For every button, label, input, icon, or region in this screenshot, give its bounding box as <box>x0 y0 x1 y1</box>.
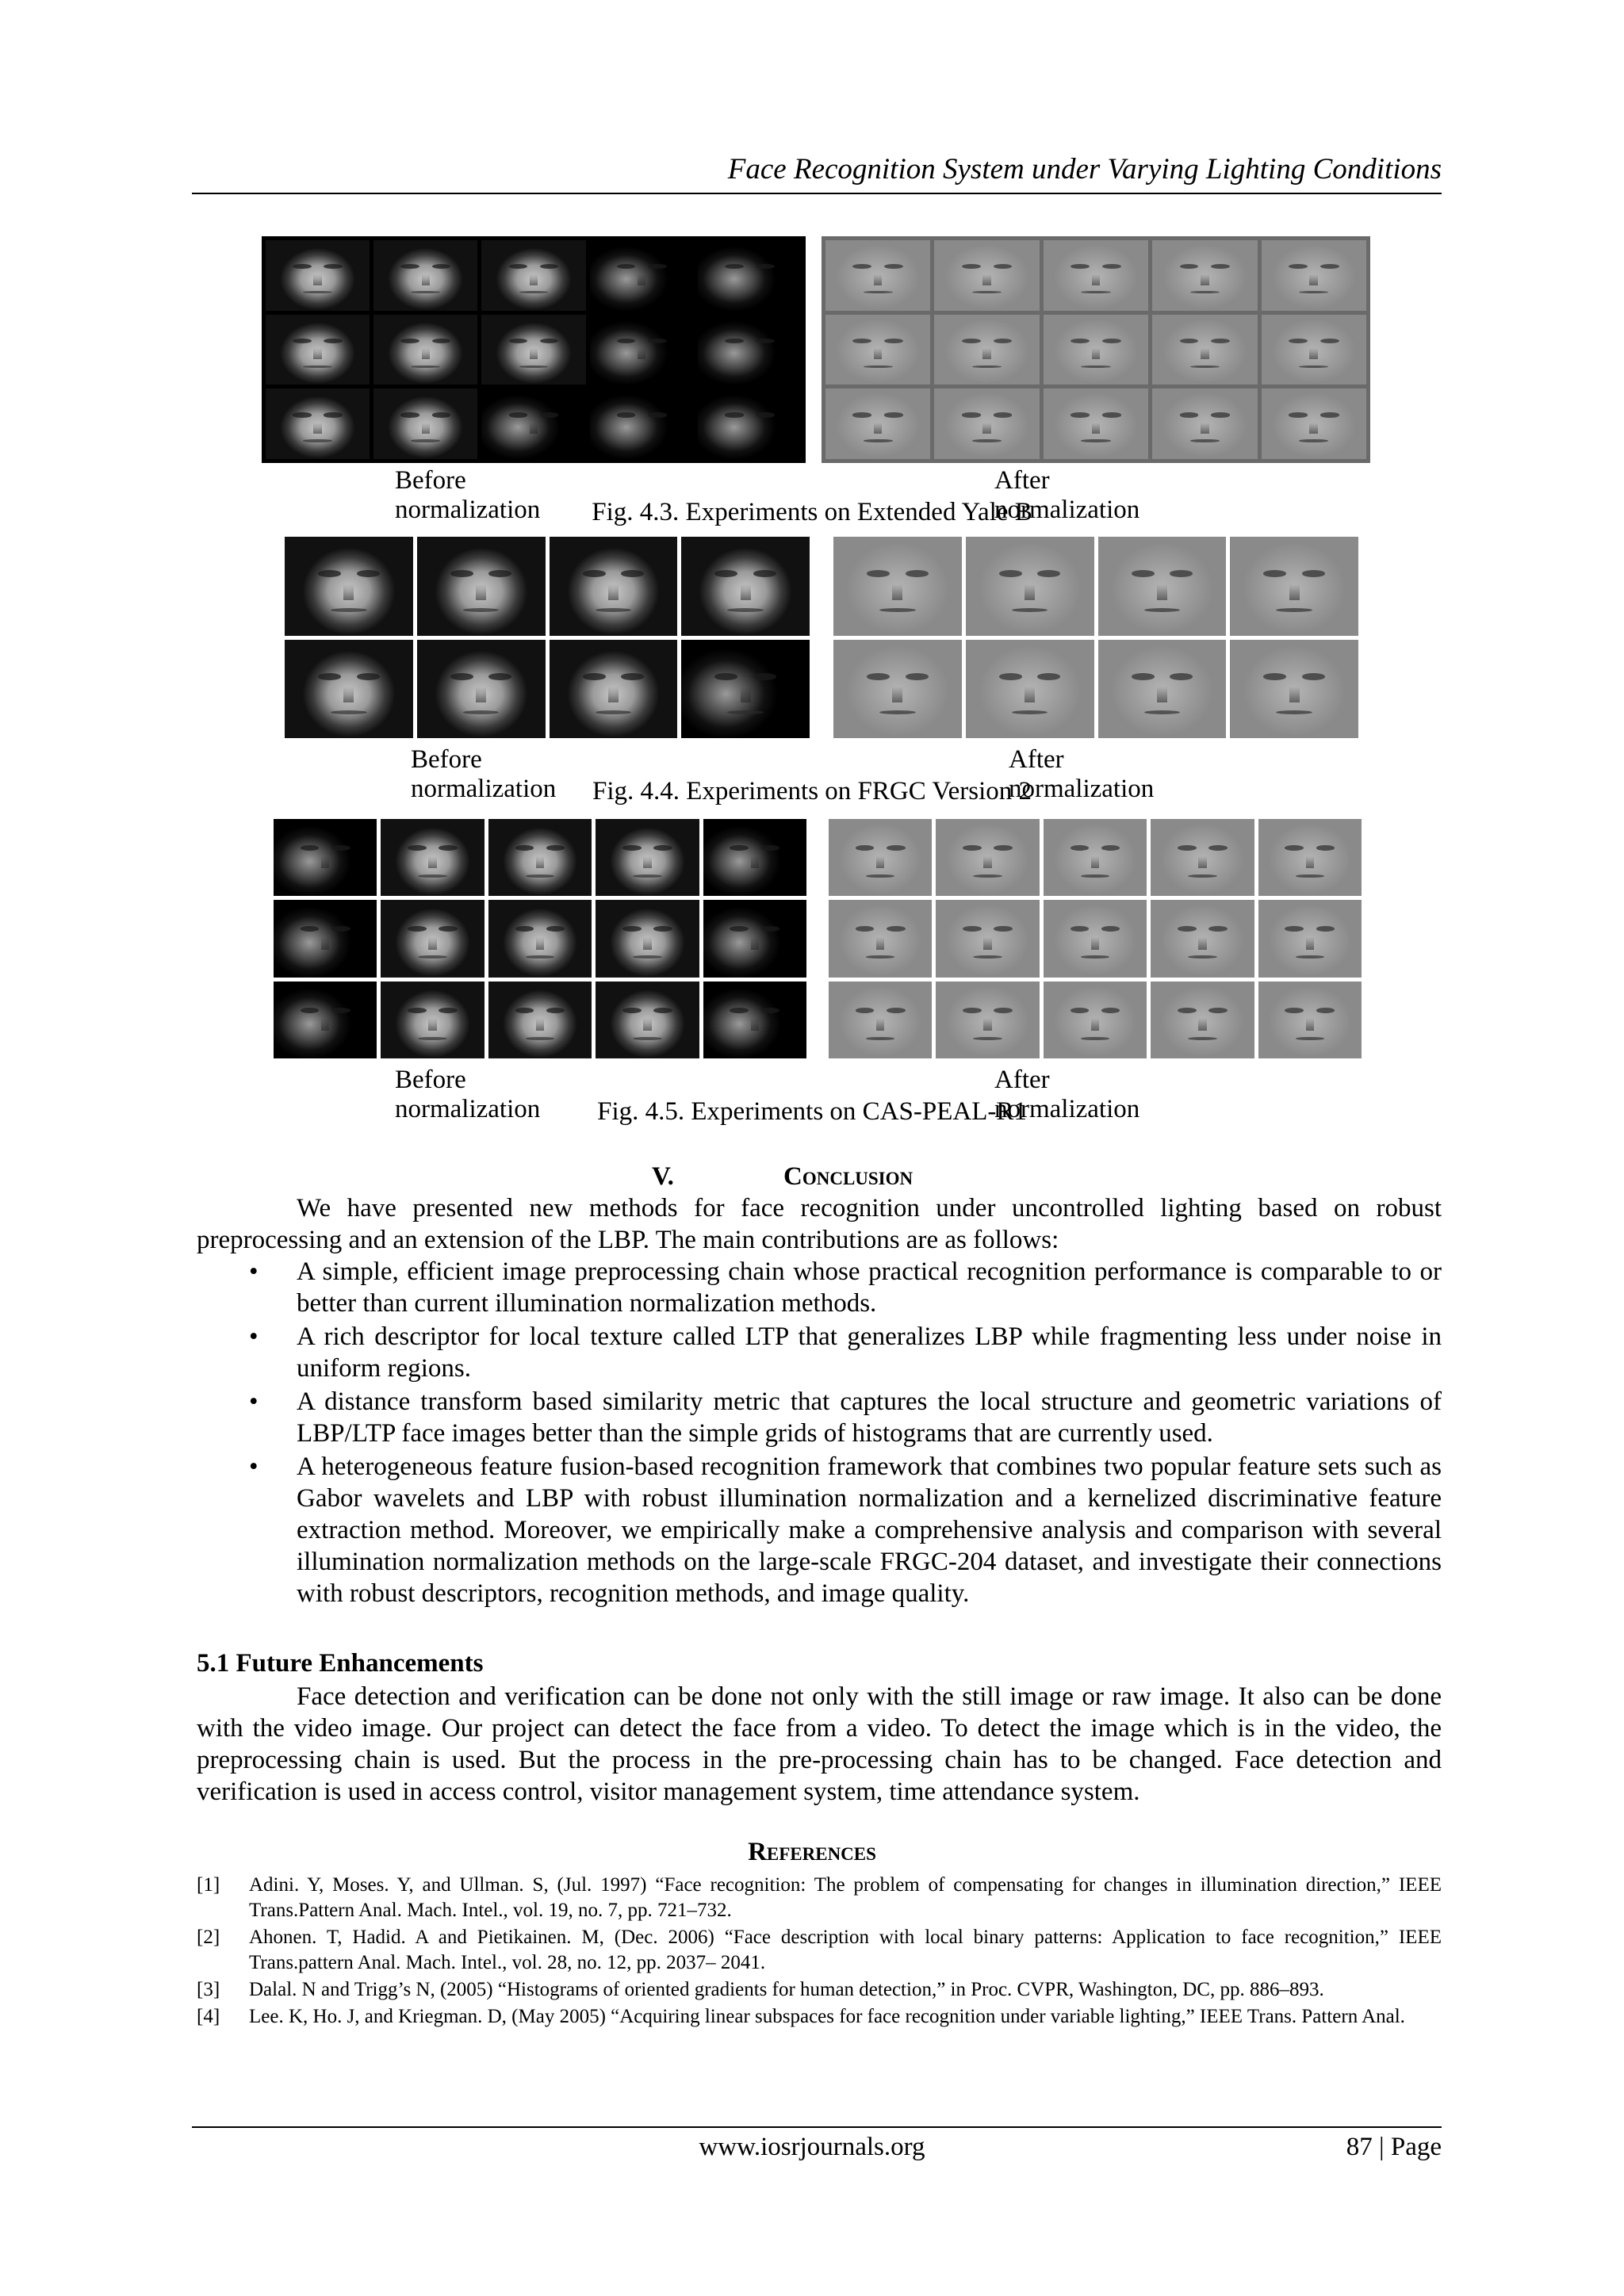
page-number: 87 | Page <box>1346 2133 1442 2161</box>
figure-4-4-after-image <box>829 533 1362 742</box>
bullet-icon: • <box>249 1257 259 1286</box>
figure-4-5-caption: Fig. 4.5. Experiments on CAS-PEAL-R1 <box>597 1097 1027 1126</box>
bullet-icon: • <box>249 1387 259 1416</box>
reference-index: [4] <box>197 2006 220 2027</box>
figure-4-3-caption: Fig. 4.3. Experiments on Extended Yale B <box>592 498 1032 526</box>
references-heading: References <box>748 1838 876 1866</box>
figure-4-3-after-label: After normalization <box>994 466 1140 524</box>
figure-4-5-after-label: After normalization <box>994 1066 1140 1123</box>
list-item <box>197 1321 1442 1384</box>
references-list <box>197 1873 1442 2031</box>
reference-index: [1] <box>197 1874 220 1896</box>
figure-4-3-before-label: Before normalization <box>395 466 541 524</box>
footer-rule <box>192 2126 1442 2128</box>
reference-item <box>197 1873 1442 1923</box>
list-item <box>197 1451 1442 1609</box>
figure-4-3-after-image <box>822 236 1370 463</box>
figure-4-4-before-label: Before normalization <box>411 745 557 803</box>
reference-text: Lee. K, Ho. J, and Kriegman. D, (May 2005) “Acquiring linear subspaces for face recognition under variable lighting,” IEEE Trans. Pattern Anal. <box>249 2006 1405 2027</box>
list-item-text: A simple, efficient image preprocessing chain whose practical recognition performance is comparable to or better than current illumination normalization methods. <box>297 1257 1442 1318</box>
reference-index: [2] <box>197 1927 220 1948</box>
bullet-icon: • <box>249 1322 259 1351</box>
list-item <box>197 1386 1442 1449</box>
figure-4-3-before-image <box>262 236 806 463</box>
list-item-text: A distance transform based similarity metric that captures the local structure and geometric variations of LBP/LTP face images better than the simple grids of histograms that are currently used. <box>297 1387 1442 1448</box>
reference-item <box>197 2004 1442 2030</box>
section-title: Conclusion <box>783 1162 914 1191</box>
future-enhancements-text: Face detection and verification can be done not only with the still image or raw image. It also can be done with the video image. Our project can detect the face from a video. To detect the image which is in the video, the preprocessing chain is used. But the process in the pre-processing chain has to be changed. Face detection and verification is used in access control, visitor management system, time attendance system. <box>197 1682 1442 1806</box>
list-item-text: A heterogeneous feature fusion-based recognition framework that combines two popular feature sets such as Gabor wavelets and LBP with robust illumination normalization and a kernelized discriminative feature extraction method. Moreover, we empirically make a comprehensive analysis and comparison with several illumination normalization methods on the large-scale FRGC-204 dataset, and investigate their connections with robust descriptors, recognition methods, and image quality. <box>297 1452 1442 1608</box>
reference-text: Dalal. N and Trigg’s N, (2005) “Histograms of oriented gradients for human detection,” in Proc. CVPR, Washington, DC, pp. 886–893. <box>249 1979 1324 2000</box>
figure-4-4-caption: Fig. 4.4. Experiments on FRGC Version 2 <box>592 777 1032 806</box>
figure-4-5-before-label: Before normalization <box>395 1066 541 1123</box>
reference-item <box>197 1977 1442 2003</box>
figure-4-5-before-image <box>270 815 810 1062</box>
bullet-icon: • <box>249 1452 259 1481</box>
list-item-text: A rich descriptor for local texture called LTP that generalizes LBP while fragmenting less under noise in uniform regions. <box>297 1322 1442 1383</box>
figure-4-4-after-label: After normalization <box>1009 745 1155 803</box>
section-number: V. <box>652 1162 674 1191</box>
list-item <box>197 1256 1442 1319</box>
reference-text: Adini. Y, Moses. Y, and Ullman. S, (Jul. 1997) “Face recognition: The problem of compensating for changes in illumination direction,” IEEE Trans.Pattern Anal. Mach. Intel., vol. 19, no. 7, pp. 721–732. <box>249 1874 1442 1921</box>
figure-4-4-before-image <box>281 533 814 742</box>
conclusion-intro: We have presented new methods for face recognition under uncontrolled lighting based on robust preprocessing and an extension of the LBP. The main contributions are as follows: <box>197 1194 1442 1254</box>
reference-index: [3] <box>197 1979 220 2000</box>
footer-url: www.iosrjournals.org <box>699 2133 925 2161</box>
figure-4-5-after-image <box>825 815 1365 1062</box>
future-enhancements-heading: 5.1 Future Enhancements <box>197 1649 484 1678</box>
reference-text: Ahonen. T, Hadid. A and Pietikainen. M, (Dec. 2006) “Face description with local binary patterns: Application to face recognition,” IEEE Trans.pattern Anal. Mach. Intel., vol. 28, no. 12, pp. 2037– 2041. <box>249 1927 1442 1973</box>
header-rule <box>192 193 1442 194</box>
contributions-list <box>197 1256 1442 1611</box>
reference-item <box>197 1925 1442 1976</box>
running-header: Face Recognition System under Varying Lighting Conditions <box>727 153 1442 186</box>
